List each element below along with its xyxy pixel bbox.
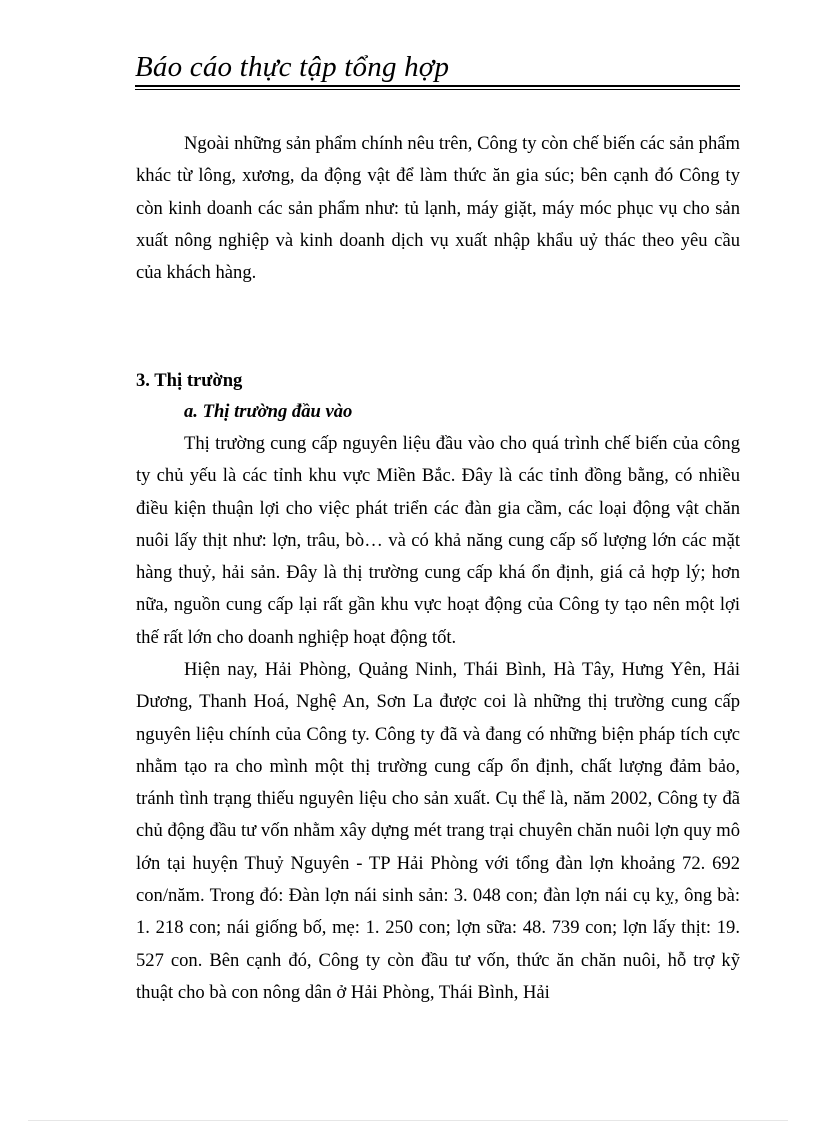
paragraph-supply-regions: Hiện nay, Hải Phòng, Quảng Ninh, Thái Bình, Hà Tây, Hưng Yên, Hải Dương, Thanh Hoá, Nghệ An, Sơn La được coi là những thị trường cung cấp nguyên liệu chính của Công ty. Công ty đã và đang có những biện pháp tích cực nhằm tạo ra cho mình một thị trường cung cấp ổn định, chất lượng đảm bảo, tránh tình trạng thiếu nguyên liệu cho sản xuất. Cụ thể là, năm 2002, Công ty đã chủ động đầu tư vốn nhằm xây dựng mét trang trại chuyên chăn nuôi lợn quy mô lớn tại huyện Thuỷ Nguyên - TP Hải Phòng với tổng đàn lợn khoảng 72. 692 con/năm. Trong đó: Đàn lợn nái sinh sản: 3. 048 con; đàn lợn nái cụ kỵ, ông bà: 1. 218 con; nái giống bố, mẹ: 1. 250 con; lợn sữa: 48. 739 con; lợn lấy thịt: 19. 527 con. Bên cạnh đó, Công ty còn đầu tư vốn, thức ăn chăn nuôi, hỗ trợ kỹ thuật cho bà con nông dân ở Hải Phòng, Thái Bình, Hải — [136, 659, 740, 1003]
subsection-heading: a. Thị trường đầu vào — [184, 401, 353, 422]
page-bottom-edge — [28, 1120, 788, 1121]
paragraph-products: Ngoài những sản phẩm chính nêu trên, Công ty còn chế biến các sản phẩm khác từ lông, xương, da động vật để làm thức ăn gia súc; bên cạnh đó Công ty còn kinh doanh các sản phẩm như: tủ lạnh, máy giặt, máy móc phục vụ cho sản xuất nông nghiệp và kinh doanh dịch vụ xuất nhập khẩu uỷ thác theo yêu cầu của khách hàng. — [136, 133, 740, 284]
header-rule-thick — [135, 85, 740, 87]
header-rule-thin — [135, 89, 740, 90]
section-heading: 3. Thị trường — [136, 370, 243, 391]
header-title: Báo cáo thực tập tổng hợp — [135, 51, 450, 83]
paragraph-input-market: Thị trường cung cấp nguyên liệu đầu vào cho quá trình chế biến của công ty chủ yếu là các tỉnh khu vực Miền Bắc. Đây là các tỉnh đồng bằng, có nhiều điều kiện thuận lợi cho việc phát triển các đàn gia cầm, các loại động vật chăn nuôi lấy thịt như: lợn, trâu, bò… và có khả năng cung cấp số lượng lớn các mặt hàng thuỷ, hải sản. Đây là thị trường cung cấp khá ổn định, giá cả hợp lý; hơn nữa, nguồn cung cấp lại rất gần khu vực hoạt động của Công ty tạo nên một lợi thế rất lớn cho doanh nghiệp hoạt động tốt. — [136, 433, 740, 648]
page-header — [135, 48, 740, 86]
